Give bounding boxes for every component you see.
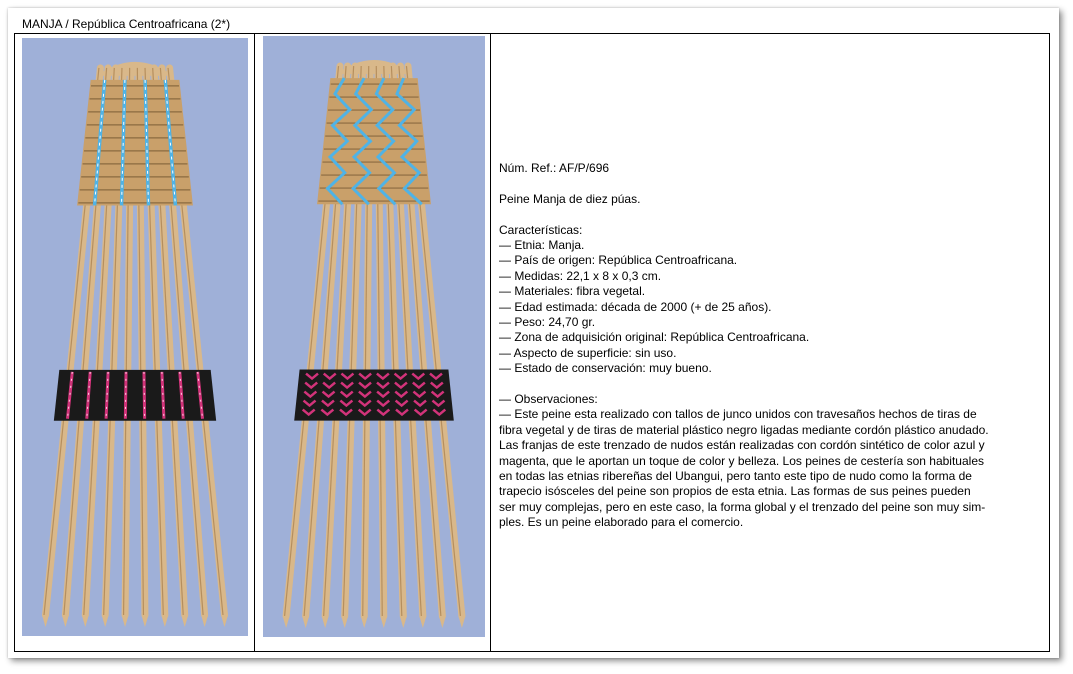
feature-line: — Etnia: Manja. xyxy=(499,238,585,252)
description-cell xyxy=(491,34,1049,651)
feature-line: — Zona de adquisición original: República Centroafricana. xyxy=(499,330,810,345)
features-heading: Características: xyxy=(499,222,583,237)
observation-line: ser muy complejas, pero en este caso, la forma global y el trenzado del peine son muy sim- xyxy=(499,499,986,514)
observation-line: fibra vegetal y de tiras de material plástico negro ligadas mediante cordón plástico anudado. xyxy=(499,422,989,437)
comb-photo-front xyxy=(22,38,248,636)
page-title: MANJA / República Centroafricana (2*) xyxy=(22,17,231,31)
feature-line: — Materiales: fibra vegetal. xyxy=(499,284,646,299)
photo-cell-front xyxy=(15,34,255,651)
observation-line: magenta, que le aportan un toque de color y belleza. Los peines de cestería son habituales xyxy=(499,453,984,468)
comb-photo-back xyxy=(263,36,485,637)
observation-line: en todas las etnias ribereñas del Ubangui, pero tanto este tipo de nudo como la forma de xyxy=(499,469,972,484)
description-text xyxy=(499,161,1039,531)
comb-illustration xyxy=(42,62,228,627)
feature-line: — Estado de conservación: muy bueno. xyxy=(499,361,712,376)
observations-heading: — Observaciones: xyxy=(499,392,598,407)
feature-line: — Edad estimada: década de 2000 (+ de 25 años). xyxy=(499,299,772,314)
observation-line: trapecio isósceles del peine son propios de esta etnia. Las formas de sus peines pueden xyxy=(499,484,971,499)
photo-cell-back xyxy=(255,34,491,651)
observation-line: ples. Es un peine elaborado para el comercio. xyxy=(499,515,744,530)
feature-line: — Medidas: 22,1 x 8 x 0,3 cm. xyxy=(499,268,662,283)
feature-line: — País de origen: República Centroafricana. xyxy=(499,253,738,268)
reference-number: Núm. Ref.: AF/P/696 xyxy=(499,161,610,175)
comb-illustration xyxy=(283,60,466,628)
catalog-table xyxy=(14,33,1050,652)
feature-line: — Peso: 24,70 gr. xyxy=(499,315,596,330)
feature-line: — Aspecto de superficie: sin uso. xyxy=(499,345,677,360)
summary-line: Peine Manja de diez púas. xyxy=(499,191,641,206)
observation-line: — Este peine esta realizado con tallos de junco unidos con travesaños hechos de tiras de xyxy=(499,407,977,422)
document-page xyxy=(8,8,1059,658)
observation-line: Las franjas de este trenzado de nudos están realizadas con cordón sintético de color azul y xyxy=(499,438,985,453)
